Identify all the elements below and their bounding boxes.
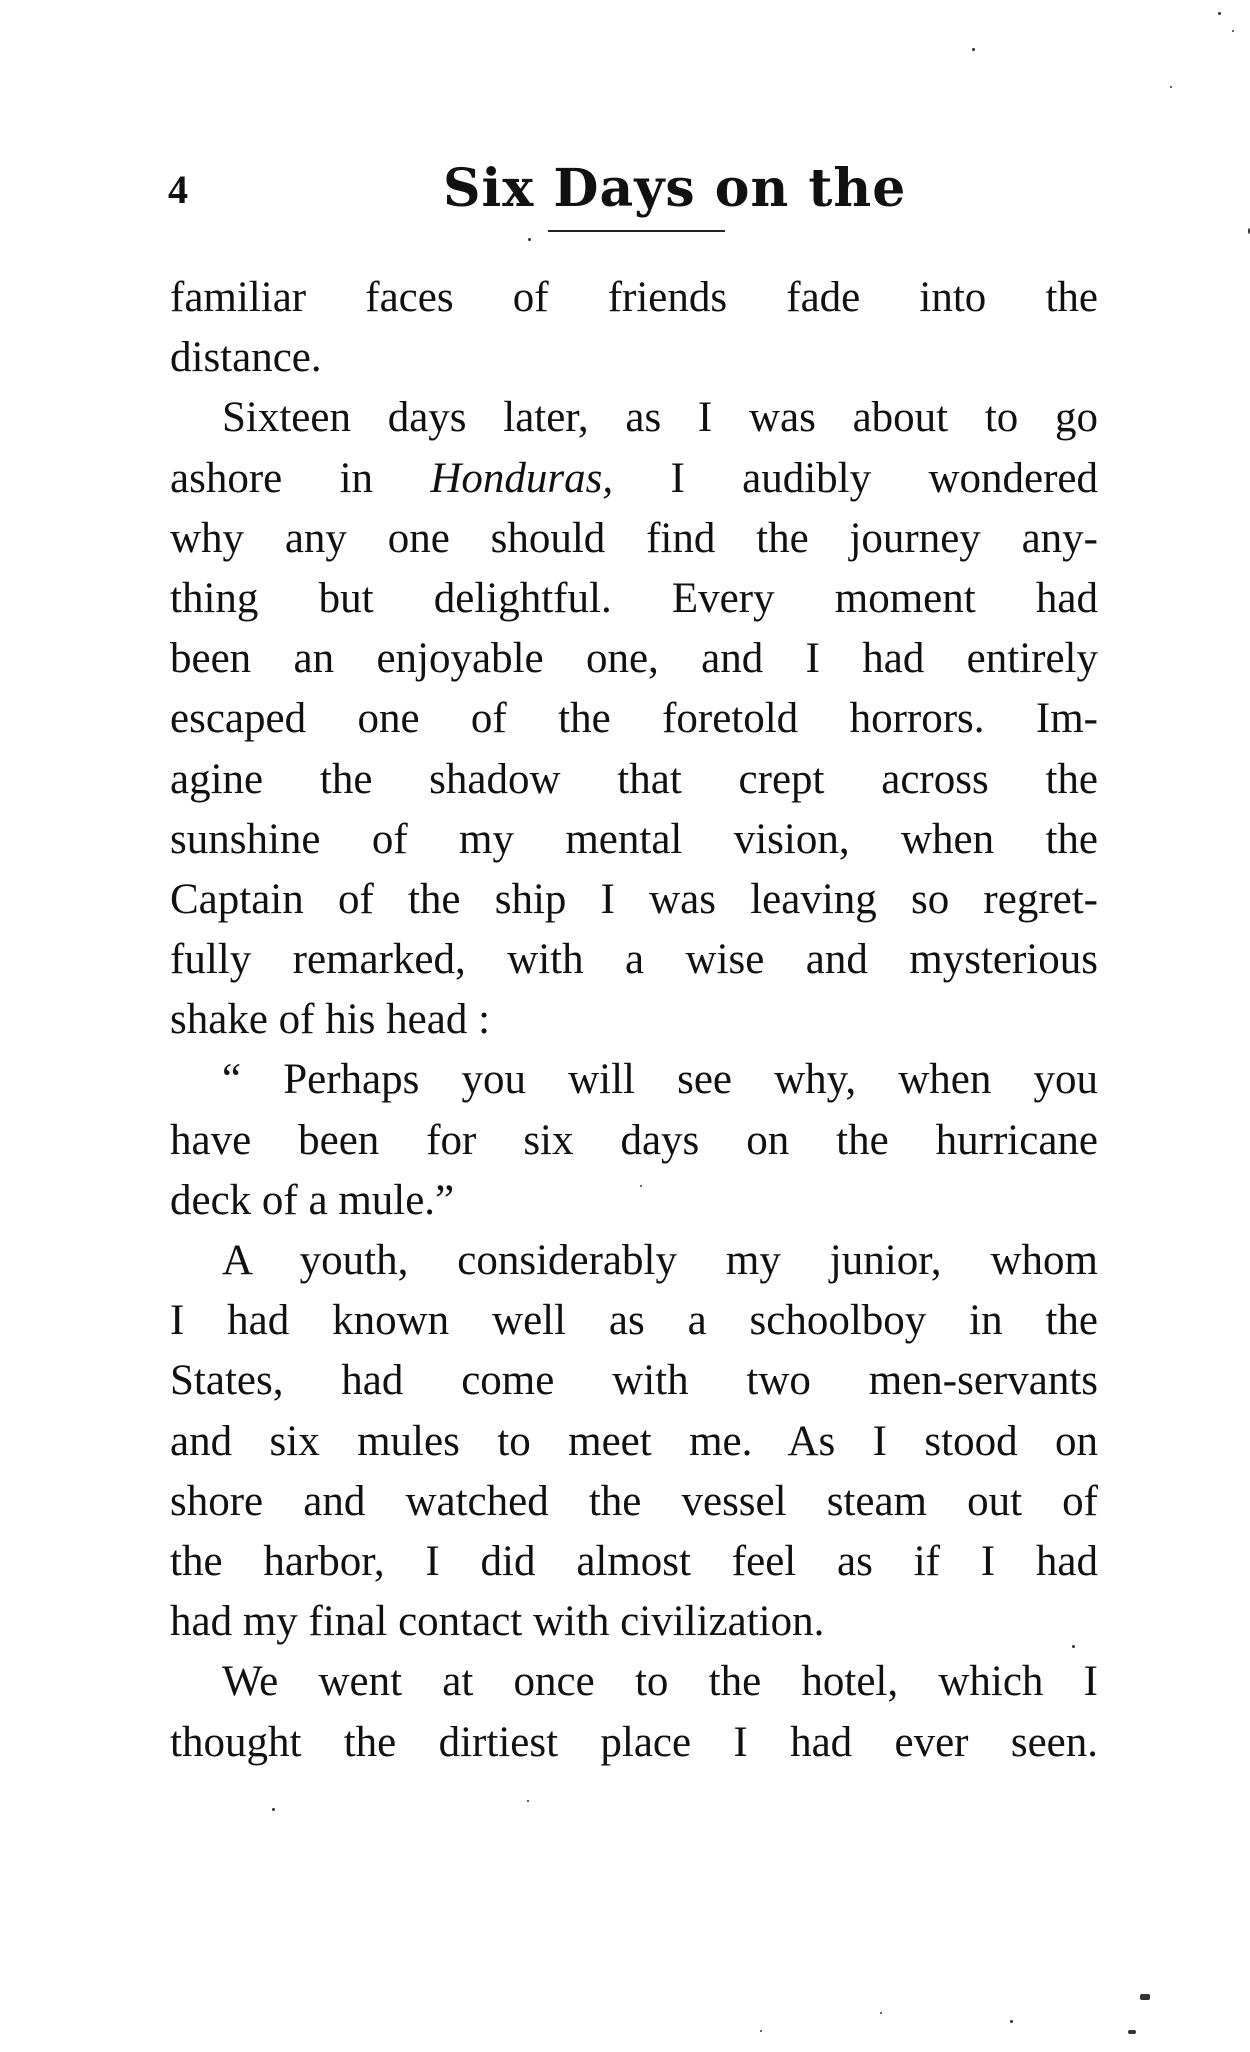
italic-place-name: Honduras, [430,454,614,502]
text-line [170,449,1098,509]
text-line: I had known well as a schoolboy in the [170,1297,1098,1345]
text-line: shore and watched the vessel steam out of [170,1477,1098,1525]
scan-speck [760,2030,762,2032]
scan-speck [272,1808,275,1811]
text-line: We went at once to the hotel, which I [222,1658,1098,1706]
text-fragment: ashore in [170,454,431,502]
text-line: A youth, considerably my junior, whom [222,1237,1098,1284]
scan-speck [1128,2030,1136,2034]
text-line: why any one should find the journey any- [170,514,1098,562]
text-line: Captain of the ship I was leaving so regret- [170,875,1098,923]
text-line: thing but delightful. Every moment had [170,574,1098,622]
scan-speck [1218,12,1221,15]
scan-speck [1140,1994,1150,2000]
text-line: the harbor, I did almost feel as if I had [170,1537,1098,1585]
scan-speck [527,1800,529,1802]
text-line: agine the shadow that crept across the [170,755,1098,803]
scan-speck [1072,1645,1075,1648]
scan-speck [640,1185,642,1187]
running-head [168,150,1098,220]
body-text [170,268,1098,1773]
scan-speck [1170,86,1172,88]
text-line: escaped one of the foretold horrors. Im- [170,695,1098,743]
text-line: and six mules to meet me. As I stood on [170,1417,1098,1465]
text-line: distance. [170,334,322,382]
text-line: States, had come with two men-servants [170,1357,1098,1405]
text-line: sunshine of my mental vision, when the [170,815,1098,863]
scan-speck [1232,30,1234,32]
text-line: “ Perhaps you will see why, when you [222,1056,1098,1104]
scan-speck [972,48,975,51]
text-line: been an enjoyable one, and I had entirely [170,635,1098,683]
text-line: thought the dirtiest place I had ever seen. [170,1718,1098,1766]
text-line: fully remarked, with a wise and mysterious [170,936,1098,984]
scan-speck [880,2012,882,2014]
page-number: 4 [168,167,188,212]
header-rule [548,230,725,232]
text-fragment: I audibly wondered [613,454,1099,502]
text-line: Sixteen days later, as I was about to go [222,394,1098,442]
scan-speck [528,238,531,241]
text-line: had my final contact with civilization. [170,1598,825,1646]
running-title: Six Days on the [443,158,907,219]
text-line: familiar faces of friends fade into the [170,274,1098,321]
text-line: deck of a mule.” [170,1176,455,1224]
text-line: shake of his head : [170,996,491,1044]
text-line: have been for six days on the hurricane [170,1116,1098,1164]
scan-speck [1010,2020,1013,2023]
